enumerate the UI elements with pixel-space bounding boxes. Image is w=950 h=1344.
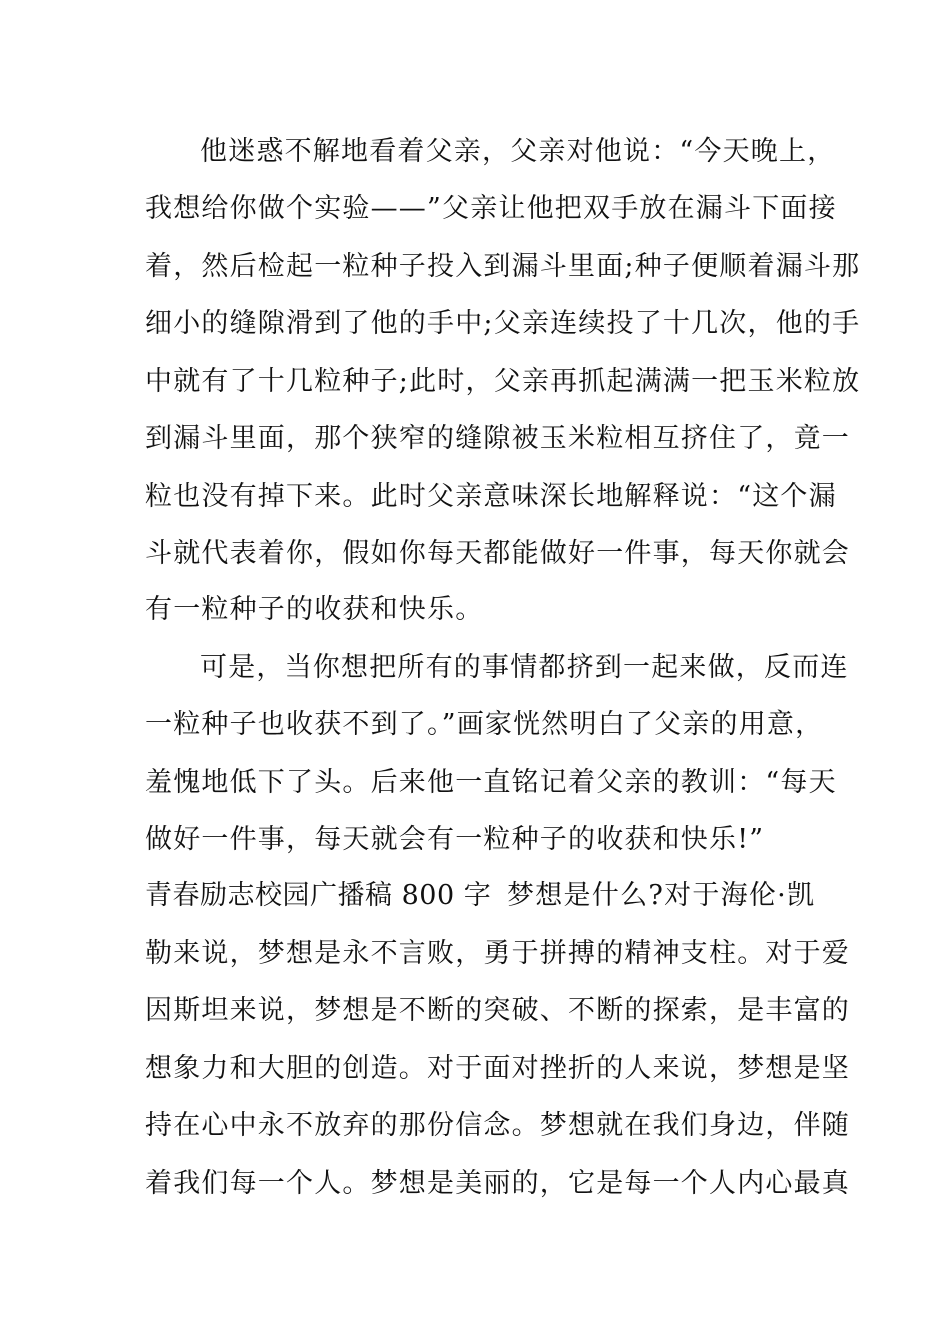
section-heading-row (145, 876, 815, 916)
section-line-4: 持在心中永不放弃的那份信念。梦想就在我们身边，伴随 (145, 1110, 850, 1141)
paragraph-1-line-1: 他迷惑不解地看着父亲，父亲对他说：“今天晚上， (200, 136, 836, 167)
paragraph-1-line-4: 细小的缝隙滑到了他的手中;父亲连续投了十几次，他的手 (145, 308, 861, 339)
section-line-2: 因斯坦来说，梦想是不断的突破、不断的探索，是丰富的 (145, 995, 850, 1026)
paragraph-1-line-5: 中就有了十几粒种子;此时，父亲再抓起满满一把玉米粒放 (145, 366, 861, 397)
paragraph-2-line-3: 羞愧地低下了头。后来他一直铭记着父亲的教训：“每天 (145, 767, 837, 798)
section-first-line: 梦想是什么?对于海伦·凯 (507, 880, 815, 911)
paragraph-1-line-8: 斗就代表着你，假如你每天都能做好一件事，每天你就会 (145, 538, 850, 569)
paragraph-1-line-3: 着，然后检起一粒种子投入到漏斗里面;种子便顺着漏斗那 (145, 251, 861, 282)
section-line-5: 着我们每一个人。梦想是美丽的，它是每一个人内心最真 (145, 1168, 850, 1199)
section-line-1: 勒来说，梦想是永不言败，勇于拼搏的精神支柱。对于爱 (145, 938, 850, 969)
paragraph-2-line-1: 可是，当你想把所有的事情都挤到一起来做，反而连 (200, 652, 849, 683)
paragraph-2-line-2: 一粒种子也收获不到了。”画家恍然明白了父亲的用意， (145, 709, 824, 740)
paragraph-1-line-2: 我想给你做个实验——”父亲让他把双手放在漏斗下面接 (145, 193, 837, 224)
paragraph-2-line-4: 做好一件事，每天就会有一粒种子的收获和快乐!” (145, 824, 765, 855)
paragraph-1-line-6: 到漏斗里面，那个狭窄的缝隙被玉米粒相互挤住了，竟一 (145, 423, 850, 454)
section-title: 青春励志校园广播稿 800 字 (145, 880, 492, 911)
paragraph-1-line-9: 有一粒种子的收获和快乐。 (145, 594, 484, 625)
paragraph-1-line-7: 粒也没有掉下来。此时父亲意味深长地解释说：“这个漏 (145, 481, 837, 512)
section-line-3: 想象力和大胆的创造。对于面对挫折的人来说，梦想是坚 (145, 1053, 850, 1084)
